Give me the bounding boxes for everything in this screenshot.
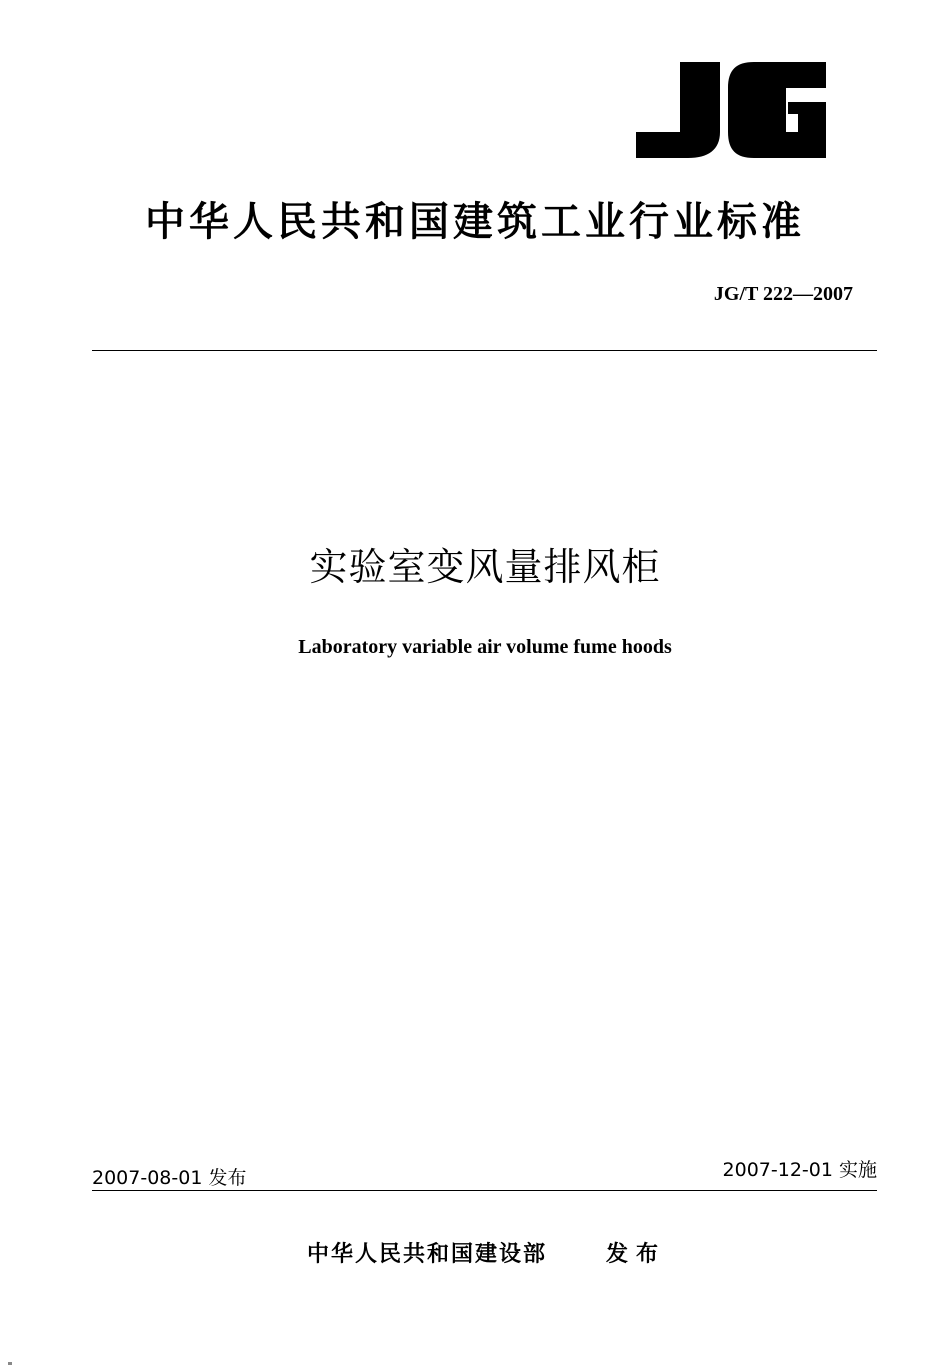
scan-mark — [8, 1362, 12, 1365]
top-divider — [92, 350, 877, 351]
title-english: Laboratory variable air volume fume hoods — [298, 636, 672, 658]
publisher: 中华人民共和国建设部 — [307, 1242, 548, 1267]
implementation-date: 2007-12-01 实施 — [722, 1159, 877, 1181]
jg-logo-mark — [636, 62, 826, 158]
standard-number: JG/T 222—2007 — [713, 283, 853, 305]
publish-label: 发布 — [606, 1242, 667, 1267]
issue-date: 2007-08-01 发布 — [92, 1167, 247, 1189]
bottom-divider — [92, 1190, 877, 1191]
title-chinese: 实验室变风量排风柜 — [309, 545, 661, 589]
standard-authority: 中华人民共和国建筑工业行业标准 — [145, 199, 805, 245]
jg-logo — [636, 62, 826, 158]
